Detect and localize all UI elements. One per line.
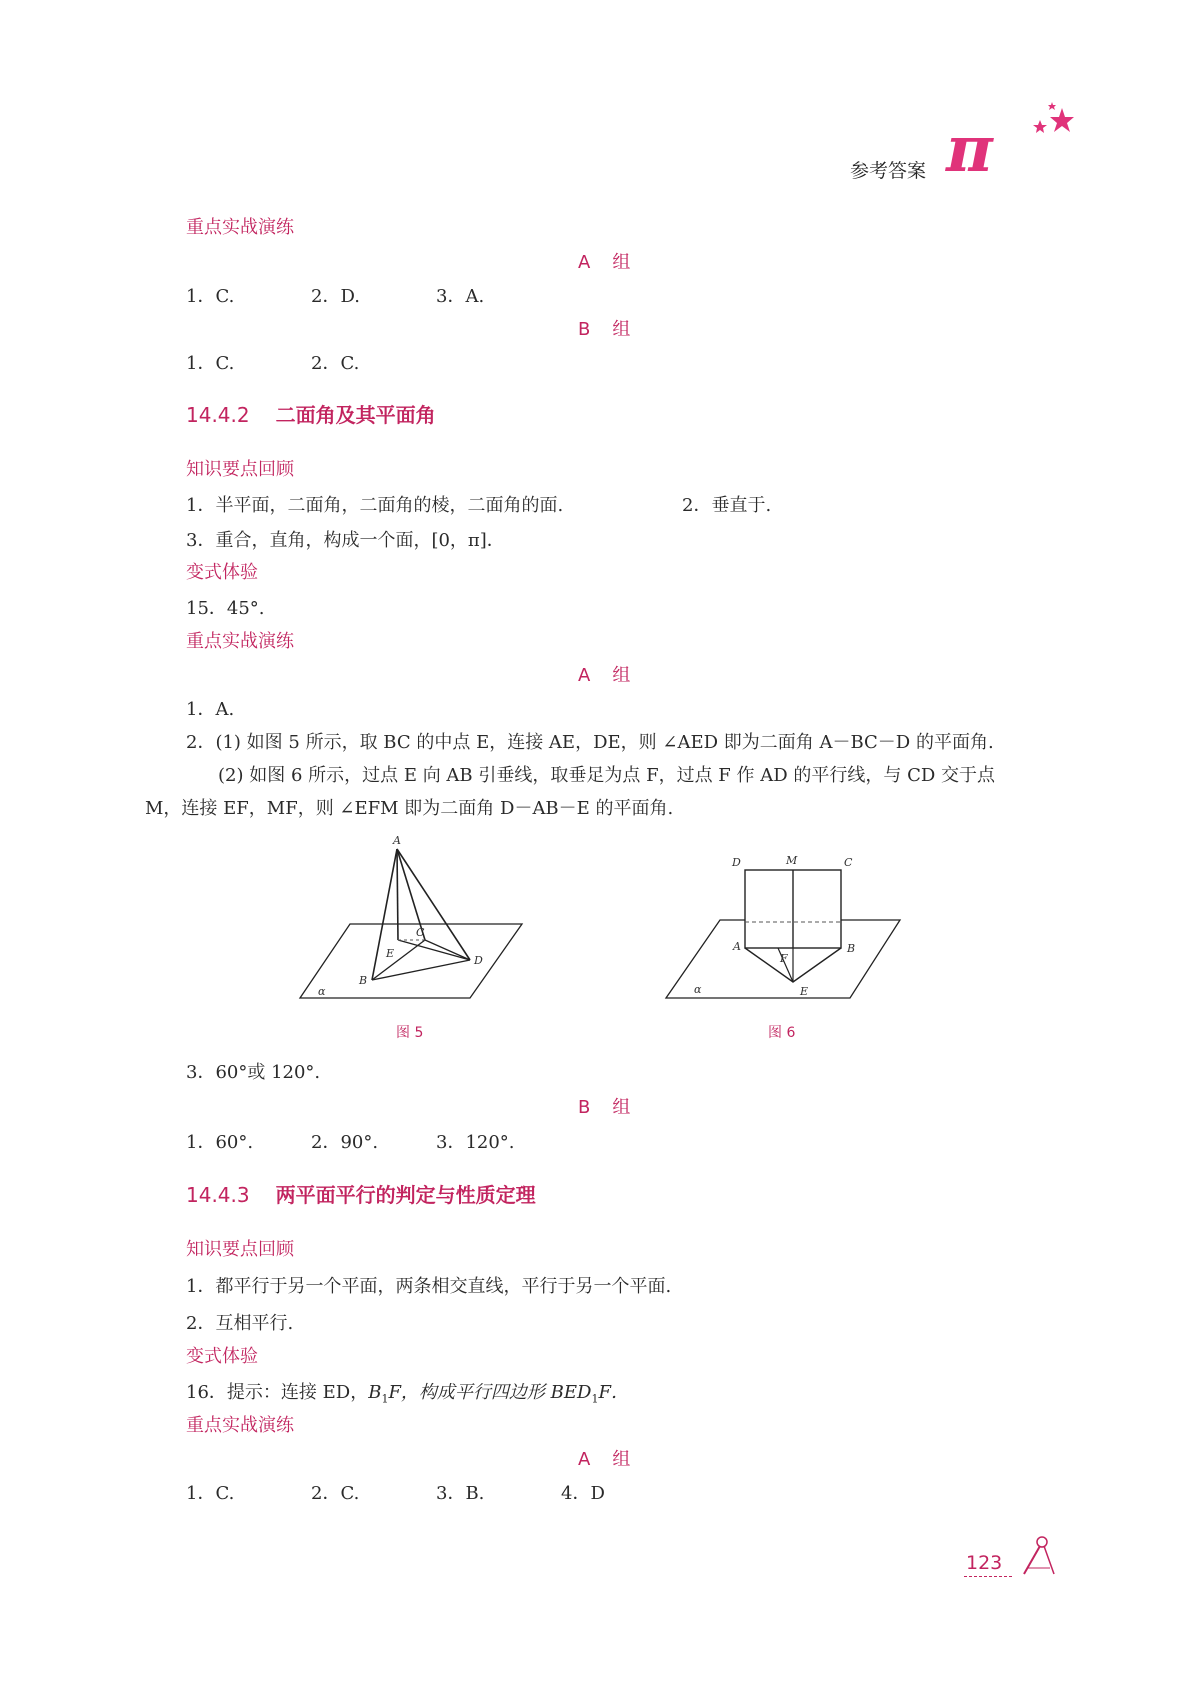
fig6-label-c: C bbox=[844, 856, 853, 869]
answer-3-4: 4．D bbox=[561, 1483, 605, 1504]
group-a-label-3: A 组 bbox=[578, 1449, 633, 1470]
fig6-label-alpha: α bbox=[694, 983, 702, 996]
answer-a2-part1: 2．(1) 如图 5 所示，取 BC 的中点 E，连接 AE，DE，则 ∠AED 即为二面角 A－BC－D 的平面角. bbox=[186, 732, 994, 753]
fig6-label-b: B bbox=[847, 942, 856, 955]
answer-1: 1．C. bbox=[186, 286, 235, 307]
answer-a2-part2b: M，连接 EF，MF，则 ∠EFM 即为二面角 D－AB－E 的平面角. bbox=[145, 798, 674, 819]
fig6-label-f: F bbox=[780, 952, 788, 965]
variant-16 bbox=[186, 1378, 629, 1406]
section-practice-1: 重点实战演练 bbox=[186, 217, 294, 238]
knowledge-3-1: 1．都平行于另一个平面，两条相交直线，平行于另一个平面. bbox=[186, 1276, 672, 1297]
fig5-label-b: B bbox=[359, 974, 368, 987]
figure-6-caption: 图 6 bbox=[768, 1025, 796, 1041]
answer-b2-1: 1．60°. bbox=[186, 1132, 254, 1153]
figure-5 bbox=[290, 832, 530, 1004]
variant-16-end: F． bbox=[598, 1382, 629, 1403]
topic-title: 两平面平行的判定与性质定理 bbox=[275, 1183, 536, 1207]
answer-a1: 1．A. bbox=[186, 699, 235, 720]
fig6-label-e: E bbox=[800, 985, 809, 998]
section-knowledge-3: 知识要点回顾 bbox=[186, 1239, 294, 1260]
plane-alpha bbox=[300, 924, 522, 998]
fig5-label-d: D bbox=[474, 954, 483, 967]
fig5-label-c: C bbox=[416, 926, 425, 939]
fig5-label-alpha: α bbox=[318, 985, 326, 998]
group-a-label-1: A 组 bbox=[578, 252, 633, 273]
knowledge-3: 3．重合，直角，构成一个面，[0，π]． bbox=[186, 530, 505, 551]
variant-15: 15．45°. bbox=[186, 598, 265, 619]
answer-b2-2: 2．90°. bbox=[311, 1132, 379, 1153]
stars-icon bbox=[1028, 102, 1078, 144]
section-variant-2: 变式体验 bbox=[186, 562, 258, 583]
group-b-label-2: B 组 bbox=[578, 1097, 633, 1118]
variant-16-b-sub: 1 bbox=[381, 1392, 389, 1406]
answer-a3: 3．60°或 120°. bbox=[186, 1062, 321, 1083]
fig5-label-a: A bbox=[393, 834, 401, 847]
fig5-label-e: E bbox=[386, 947, 395, 960]
fig6-label-a: A bbox=[733, 940, 741, 953]
knowledge-2: 2．垂直于. bbox=[682, 495, 772, 516]
topic-14-4-2 bbox=[186, 399, 436, 428]
topic-number: 14.4.3 bbox=[186, 1183, 250, 1207]
variant-16-b: B bbox=[368, 1382, 382, 1403]
header-label: 参考答案 bbox=[850, 160, 927, 182]
section-knowledge-2: 知识要点回顾 bbox=[186, 459, 294, 480]
topic-title: 二面角及其平面角 bbox=[275, 403, 436, 427]
section-practice-3: 重点实战演练 bbox=[186, 1415, 294, 1436]
answer-a2-part2a: (2) 如图 6 所示，过点 E 向 AB 引垂线，取垂足为点 F，过点 F 作 AD 的平行线，与 CD 交于点 bbox=[218, 765, 996, 786]
pi-logo: π bbox=[946, 112, 993, 187]
fig6-label-d: D bbox=[732, 856, 741, 869]
variant-16-prefix: 16．提示：连接 ED， bbox=[186, 1382, 369, 1403]
answer-2: 2．D. bbox=[311, 286, 360, 307]
answer-3-2: 2．C. bbox=[311, 1483, 360, 1504]
figure-6 bbox=[660, 852, 906, 1004]
variant-16-mid: F，构成平行四边形 BED bbox=[388, 1382, 592, 1403]
fig6-label-m: M bbox=[786, 854, 798, 867]
knowledge-3-2: 2．互相平行. bbox=[186, 1313, 294, 1334]
page-number-underline bbox=[964, 1576, 1012, 1577]
variant-16-d-sub: 1 bbox=[591, 1392, 599, 1406]
figure-5-caption: 图 5 bbox=[396, 1025, 424, 1041]
topic-14-4-3 bbox=[186, 1179, 536, 1208]
answer-3-3: 3．B. bbox=[436, 1483, 485, 1504]
page-number: 123 bbox=[966, 1552, 1003, 1574]
answer-b1: 1．C. bbox=[186, 353, 235, 374]
answer-3-1: 1．C. bbox=[186, 1483, 235, 1504]
topic-number: 14.4.2 bbox=[186, 403, 250, 427]
answer-b2: 2．C. bbox=[311, 353, 360, 374]
group-a-label-2: A 组 bbox=[578, 665, 633, 686]
section-practice-2: 重点实战演练 bbox=[186, 631, 294, 652]
section-variant-3: 变式体验 bbox=[186, 1346, 258, 1367]
answer-b2-3: 3．120°. bbox=[436, 1132, 515, 1153]
answer-3: 3．A. bbox=[436, 286, 485, 307]
group-b-label-1: B 组 bbox=[578, 319, 633, 340]
knowledge-1: 1．半平面，二面角，二面角的棱，二面角的面. bbox=[186, 495, 564, 516]
compass-icon bbox=[1014, 1534, 1060, 1580]
